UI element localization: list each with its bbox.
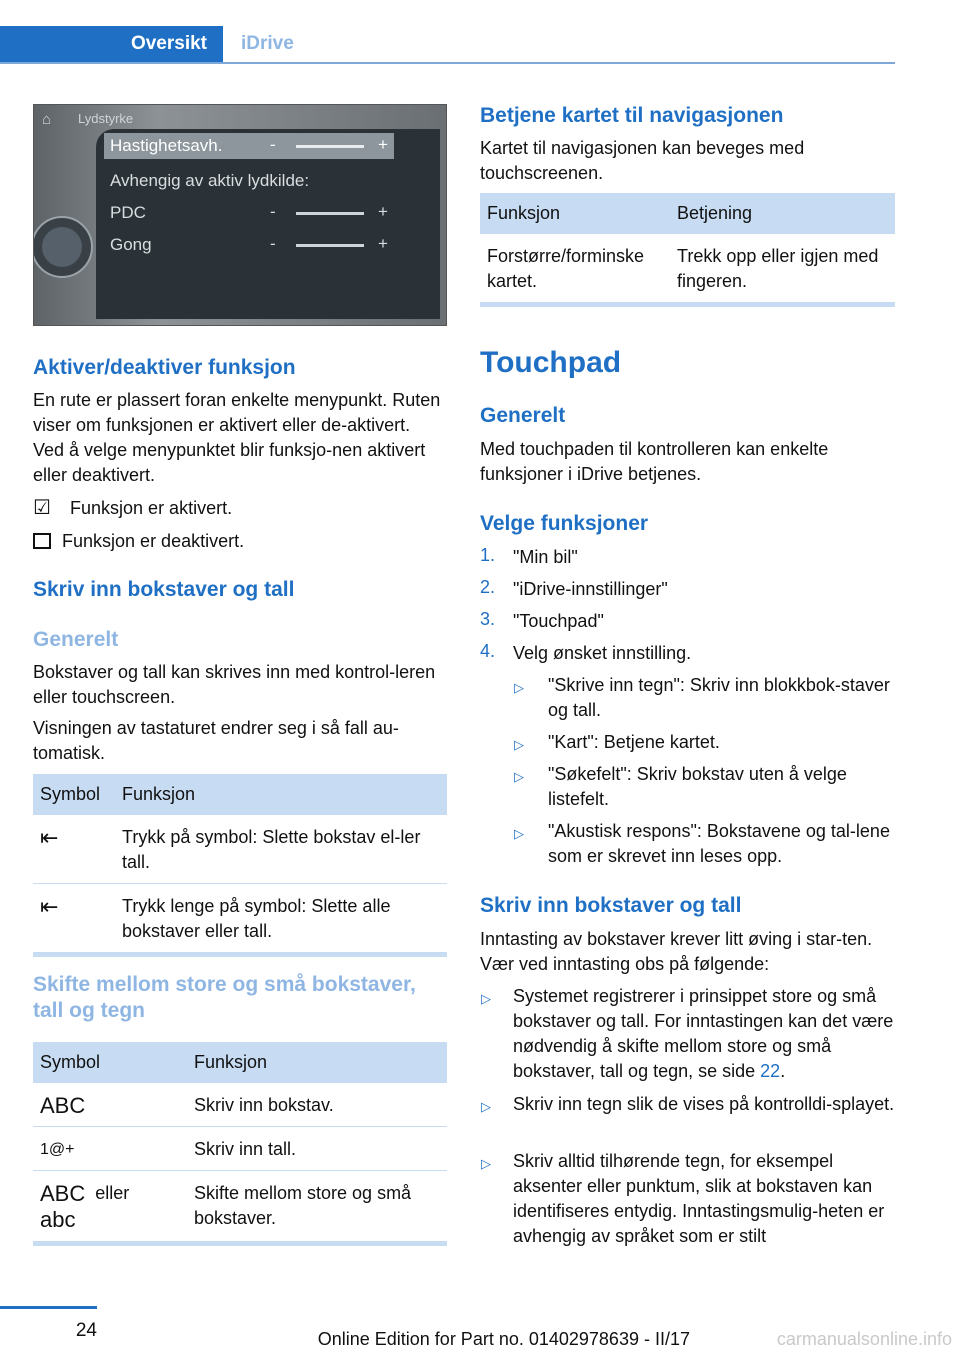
triangle-bullet-icon: ▷ — [514, 737, 524, 752]
watermark: carmanualsonline.info — [776, 1329, 952, 1349]
section-title-velge: Velge funksjoner — [480, 512, 649, 535]
table-header-funksjon: Funksjon — [480, 193, 670, 234]
step-number: 2. — [480, 577, 496, 597]
abc-uppercase-icon: ABC — [33, 1083, 187, 1127]
table-slette — [33, 774, 447, 957]
case-switch-cell — [33, 1171, 187, 1244]
sub-item: "Kart": Betjene kartet. — [548, 732, 720, 752]
step-text: "Min bil" — [513, 547, 578, 567]
plus-label: + — [378, 202, 388, 221]
heading-touchpad: Touchpad — [480, 346, 622, 379]
step-text: "iDrive-innstillinger" — [513, 579, 668, 599]
table-header-betjening: Betjening — [670, 193, 895, 234]
step-text: Velg ønsket innstilling. — [513, 643, 692, 663]
table-cell: Skriv inn tall. — [187, 1127, 447, 1171]
table-row — [33, 884, 447, 955]
bullet-item: Systemet registrerer i prinsippet store og små bokstaver og tall. For inntastingen kan det være nødvendig å skifte mellom store og små bokstaver, tall og tegn, se side 22. — [513, 986, 894, 1081]
table-row — [33, 1127, 447, 1171]
table-cell: Trykk lenge på symbol: Slette alle bokstaver eller tall. — [115, 884, 447, 955]
checkbox-on-line — [33, 496, 443, 521]
subtitle-generelt: Generelt — [33, 628, 119, 651]
section-title-skriv: Skriv inn bokstaver og tall — [33, 578, 295, 601]
numbers-symbols-icon: 1@+ — [33, 1127, 187, 1171]
home-icon: ⌂ — [42, 111, 52, 128]
checkbox-checked-icon: ☑ — [33, 497, 51, 519]
step-number: 4. — [480, 641, 496, 661]
header-bar — [0, 26, 895, 64]
bullet-item: Skriv inn tegn slik de vises på kontrolldi-splayet. — [513, 1094, 895, 1114]
table-cell: Skriv inn bokstav. — [187, 1083, 447, 1127]
tab-idrive[interactable]: iDrive — [241, 33, 294, 54]
volume-slider[interactable] — [296, 145, 364, 148]
idrive-volume-screen-illustration — [33, 104, 447, 326]
table-row — [33, 1171, 447, 1244]
page-link[interactable]: 22 — [760, 1061, 781, 1081]
section-title-kartet: Betjene kartet til navigasjonen — [480, 104, 784, 127]
checkbox-empty-icon — [33, 533, 51, 549]
sub-item: "Skrive inn tegn": Skriv inn blokkbok-staver og tall. — [548, 675, 890, 720]
step-text: "Touchpad" — [513, 611, 604, 631]
abc-uppercase-icon: ABC — [40, 1181, 86, 1206]
checkbox-off-line — [33, 529, 443, 554]
section-title-skifte: Skifte mellom store og små bokstaver, tall og tegn — [33, 973, 416, 1022]
row-gong[interactable]: Gong — [110, 235, 152, 254]
eller-text: eller — [95, 1183, 130, 1203]
step-number: 3. — [480, 609, 496, 629]
bullet-text: Systemet registrerer i prinsippet store og små bokstaver og tall. For inntastingen kan det være nødvendig å skifte mellom store og små bokstaver, tall og tegn, se side — [513, 986, 894, 1081]
table-cell: Trykk på symbol: Slette bokstav el-ler tall. — [115, 815, 447, 884]
page-number: 24 — [75, 1320, 97, 1341]
backspace-icon: ⇤ — [33, 884, 115, 955]
triangle-bullet-icon: ▷ — [514, 826, 524, 841]
table-kart — [480, 193, 895, 307]
paragraph-kartet: Kartet til navigasjonen kan beveges med touchscreenen. — [480, 138, 805, 183]
table-cell: Trekk opp eller igjen med fingeren. — [670, 234, 895, 305]
sub-item: "Søkefelt": Skriv bokstav uten å velge listefelt. — [548, 764, 847, 809]
section-title-skriv-touchpad: Skriv inn bokstaver og tall — [480, 894, 742, 917]
triangle-bullet-icon: ▷ — [481, 991, 491, 1006]
table-row — [33, 815, 447, 884]
section-title-aktiver: Aktiver/deaktiver funksjon — [33, 356, 296, 379]
screen-title: Lydstyrke — [78, 111, 134, 126]
minus-label: - — [270, 202, 276, 221]
table-header-symbol: Symbol — [33, 1042, 187, 1083]
table-header-funksjon: Funksjon — [115, 774, 447, 815]
triangle-bullet-icon: ▷ — [514, 769, 524, 784]
volume-slider[interactable] — [296, 244, 364, 247]
volume-slider[interactable] — [296, 212, 364, 215]
checkbox-on-text: Funksjon er aktivert. — [70, 498, 233, 518]
controller-knob-icon — [33, 185, 104, 325]
plus-label: + — [378, 135, 388, 154]
paragraph-bokstaver: Bokstaver og tall kan skrives inn med kontrol-leren eller touchscreen. — [33, 662, 436, 707]
row-pdc[interactable]: PDC — [110, 203, 146, 222]
triangle-bullet-icon: ▷ — [481, 1156, 491, 1171]
bullet-item: Skriv alltid tilhørende tegn, for eksempel aksenter eller punktum, slik at bokstaven kan identifiseres entydig. Inntastingsmulig-heten er avhengig av språket som er stilt — [513, 1151, 885, 1246]
abc-lowercase-icon: abc — [40, 1207, 76, 1232]
paragraph-touchpad: Med touchpaden til kontrolleren kan enkelte funksjoner i iDrive betjenes. — [480, 439, 829, 484]
table-row — [33, 1083, 447, 1127]
table-cell: Skifte mellom store og små bokstaver. — [187, 1171, 447, 1244]
paragraph-inntasting: Inntasting av bokstaver krever litt øving i star-ten. Vær ved inntasting obs på følgende: — [480, 929, 873, 974]
step-number: 1. — [480, 545, 496, 565]
minus-label: - — [270, 135, 276, 154]
backspace-icon: ⇤ — [33, 815, 115, 884]
checkbox-off-text: Funksjon er deaktivert. — [62, 531, 245, 551]
triangle-bullet-icon: ▷ — [481, 1099, 491, 1114]
tab-oversikt[interactable]: Oversikt — [0, 26, 223, 62]
edition-text: Online Edition for Part no. 01402978639 - II/17 — [317, 1329, 690, 1349]
table-header-symbol: Symbol — [33, 774, 115, 815]
table-header-funksjon: Funksjon — [187, 1042, 447, 1083]
triangle-bullet-icon: ▷ — [514, 680, 524, 695]
paragraph-aktiver: En rute er plassert foran enkelte menypunkt. Ruten viser om funksjonen er aktivert eller de-aktivert. Ved å velge menypunktet blir funksjo-nen aktivert eller deaktivert. — [33, 390, 441, 485]
table-row — [480, 234, 895, 305]
row-aktiv-lydkilde: Avhengig av aktiv lydkilde: — [110, 171, 310, 190]
subtitle-generelt-touchpad: Generelt — [480, 404, 566, 427]
table-skifte — [33, 1042, 447, 1246]
row-hastighetsavh[interactable]: Hastighetsavh. — [110, 136, 223, 155]
table-cell: Forstørre/forminske kartet. — [480, 234, 670, 305]
plus-label: + — [378, 234, 388, 253]
sub-item: "Akustisk respons": Bokstavene og tal-lene som er skrevet inn leses opp. — [548, 821, 890, 866]
minus-label: - — [270, 234, 276, 253]
paragraph-visningen: Visningen av tastaturet endrer seg i så fall au-tomatisk. — [33, 718, 399, 763]
footer-accent-line — [0, 1306, 97, 1309]
